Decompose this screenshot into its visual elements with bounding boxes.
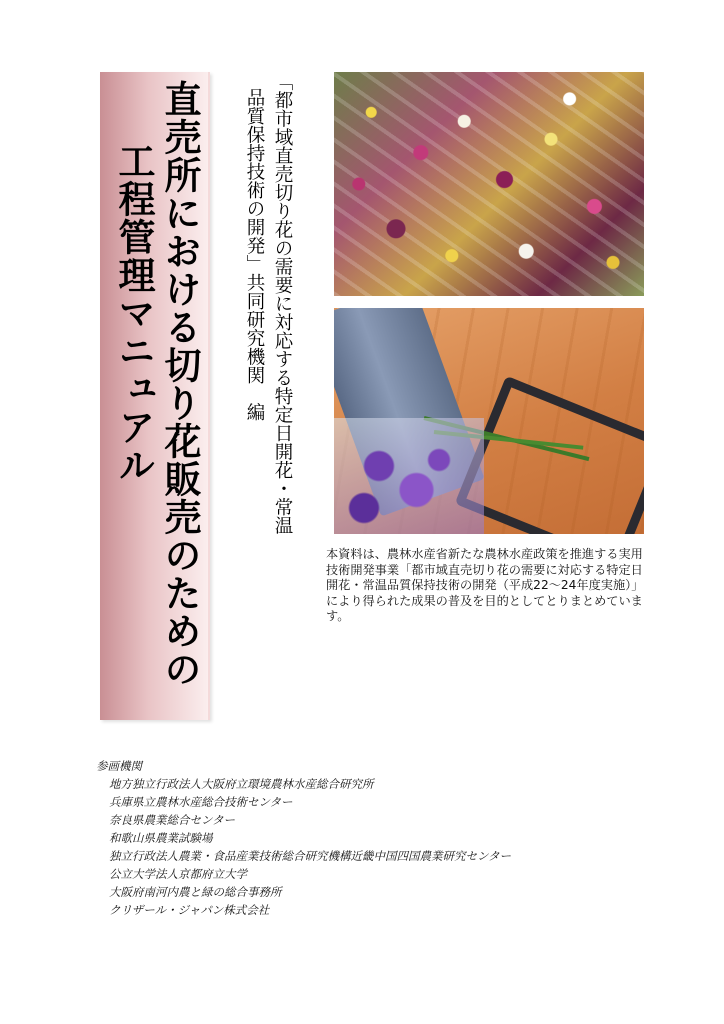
participant-item: 兵庫県立農林水産総合技術センター [109,795,293,809]
participant-item: 奈良県農業総合センター [109,813,236,827]
title-line-1: 直売所における切り花販売のための [158,80,201,688]
subtitle-line-1: 「都市域直売切り花の需要に対応する特定日開花・常温 [272,72,293,535]
title-line-2: 工程管理マニュアル [112,142,155,484]
description-text: 本資料は、農林水産省新たな農林水産政策を推進する実用技術開発事業「都市域直売切り花の需要に対応する特定日開花・常温品質保持技術の開発（平成22～24年度実施）」により得られた成果の普及を目的としてとりまとめています。 [326,547,644,623]
participant-item: 地方独立行政法人大阪府立環境農林水産総合研究所 [109,777,374,791]
document-title [108,80,202,710]
flower-bouquets-photo [334,72,644,296]
participant-item: クリザール・ジャパン株式会社 [109,903,270,917]
participant-item: 独立行政法人農業・食品産業技術総合研究機構近畿中国四国農業研究センター [109,849,512,863]
purple-bouquet [334,418,484,534]
vase-bouquet-photo [334,308,644,534]
participants-list [96,775,696,919]
subtitle-line-2: 品質保持技術の開発」共同研究機関 編 [244,88,265,421]
participants-section [96,757,696,919]
participant-item: 公立大学法人京都府立大学 [109,867,247,881]
participant-item: 大阪府南河内農と緑の総合事務所 [109,885,282,899]
participants-heading: 参画機関 [96,759,142,773]
document-subtitle [226,72,296,632]
participant-item: 和歌山県農業試験場 [109,831,213,845]
